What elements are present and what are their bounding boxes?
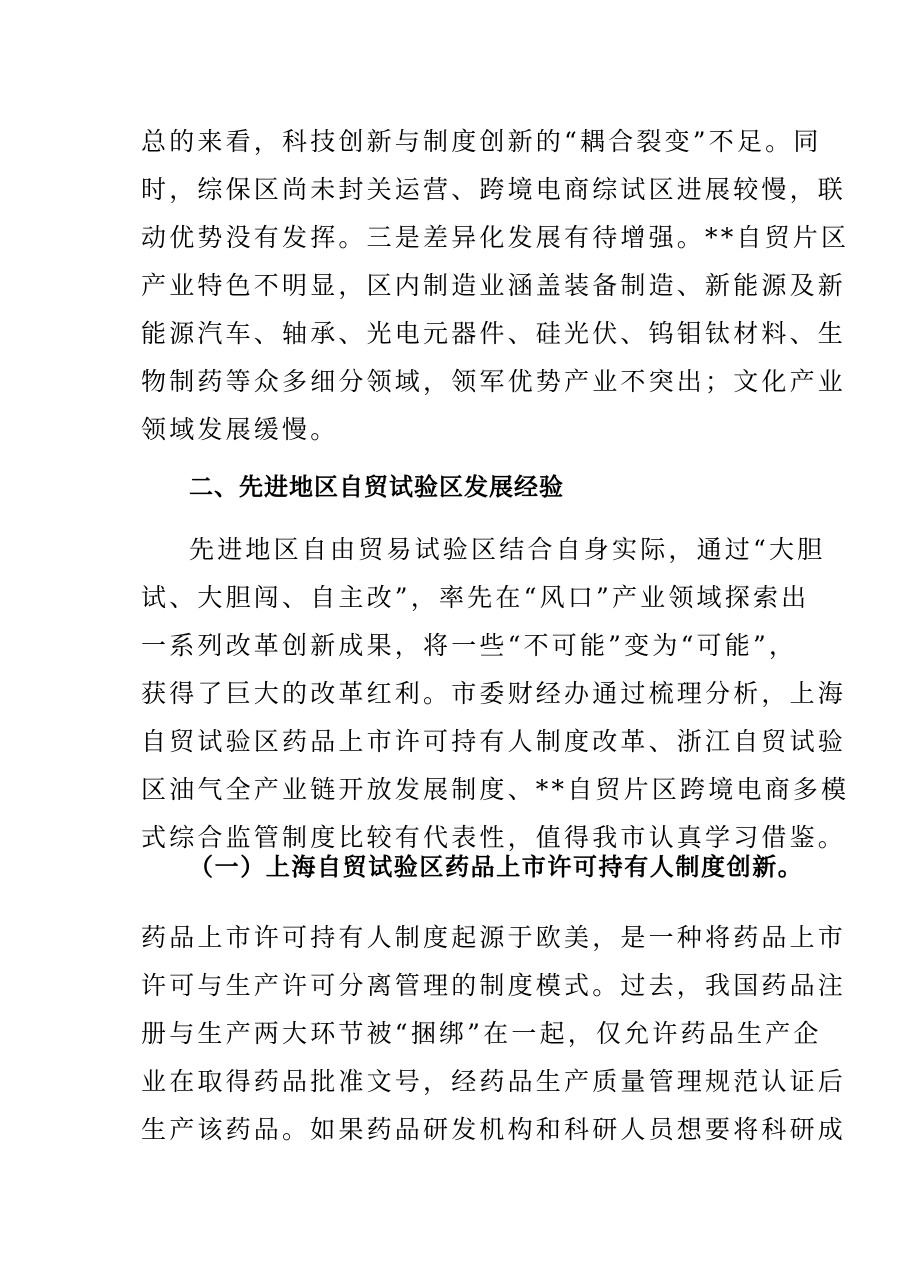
paragraph-line: 物制药等众多细分领域，领军优势产业不突出；文化产业 <box>141 367 847 396</box>
paragraph-line: 能源汽车、轴承、光电元器件、硅光伏、钨钼钛材料、生 <box>141 319 847 348</box>
paragraph-line: 试、大胆闯、自主改”，率先在“风口”产业领域探索出 <box>141 583 810 612</box>
paragraph-line: 药品上市许可持有人制度起源于欧美，是一种将药品上市 <box>141 923 847 952</box>
paragraph-line: 一系列改革创新成果，将一些“不可能”变为“可能”， <box>141 631 798 660</box>
section-heading: 二、先进地区自贸试验区发展经验 <box>189 473 564 501</box>
paragraph-line: 生产该药品。如果药品研发机构和科研人员想要将科研成 <box>141 1115 847 1144</box>
paragraph-line: 业在取得药品批准文号，经药品生产质量管理规范认证后 <box>141 1067 847 1096</box>
paragraph-line: 区油气全产业链开放发展制度、**自贸片区跨境电商多模 <box>141 775 850 804</box>
paragraph-line: 获得了巨大的改革红利。市委财经办通过梳理分析，上海 <box>141 679 847 708</box>
subsection-heading: （一）上海自贸试验区药品上市许可持有人制度创新。 <box>189 853 804 881</box>
paragraph-line: 领域发展缓慢。 <box>141 415 339 444</box>
paragraph-line: 许可与生产许可分离管理的制度模式。过去，我国药品注 <box>141 971 847 1000</box>
paragraph-line: 先进地区自由贸易试验区结合自身实际，通过“大胆 <box>189 535 826 564</box>
paragraph-line: 总的来看，科技创新与制度创新的“耦合裂变”不足。同 <box>141 127 822 156</box>
paragraph-line: 动优势没有发挥。三是差异化发展有待增强。**自贸片区 <box>141 223 850 252</box>
paragraph-line: 自贸试验区药品上市许可持有人制度改革、浙江自贸试验 <box>141 727 847 756</box>
paragraph-line: 时，综保区尚未封关运营、跨境电商综试区进展较慢，联 <box>141 175 847 204</box>
paragraph-line: 产业特色不明显，区内制造业涵盖装备制造、新能源及新 <box>141 271 847 300</box>
paragraph-line: 式综合监管制度比较有代表性，值得我市认真学习借鉴。 <box>141 823 847 852</box>
paragraph-line: 册与生产两大环节被“捆绑”在一起，仅允许药品生产企 <box>141 1019 822 1048</box>
